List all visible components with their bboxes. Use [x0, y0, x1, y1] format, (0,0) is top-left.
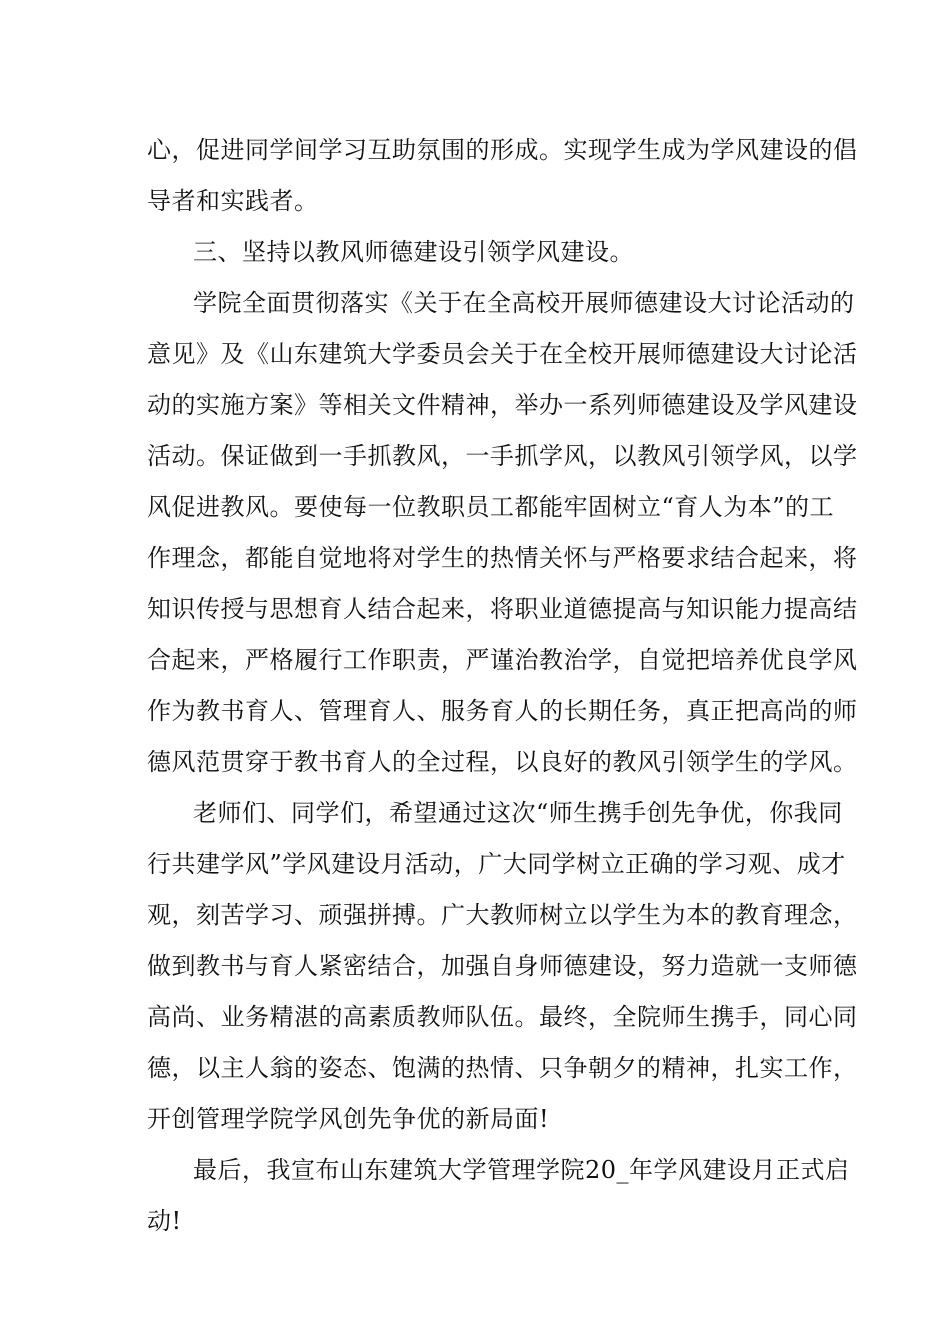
text-line: 活动。保证做到一手抓教风，一手抓学风，以教风引领学风，以学	[147, 442, 858, 470]
text-line: 知识传授与思想育人结合起来，将职业道德提高与知识能力提高结	[147, 595, 858, 623]
text-line: 老师们、同学们，希望通过这次“师生携手创先争优，你我同	[193, 799, 843, 827]
text-line: 学院全面贯彻落实《关于在全高校开展师德建设大讨论活动的	[193, 289, 855, 317]
text-line: 观，刻苦学习、顽强拼搏。广大教师树立以学生为本的教育理念，	[147, 901, 858, 929]
text-line: 意见》及《山东建筑大学委员会关于在全校开展师德建设大讨论活	[147, 340, 858, 368]
text-line: 作理念，都能自觉地将对学生的热情关怀与严格要求结合起来，将	[147, 544, 858, 572]
text-line: 开创管理学院学风创先争优的新局面!	[147, 1105, 550, 1133]
text-line: 动!	[147, 1207, 182, 1235]
text-line: 心，促进同学间学习互助氛围的形成。实现学生成为学风建设的倡	[147, 136, 858, 164]
text-line: 高尚、业务精湛的高素质教师队伍。最终，全院师生携手，同心同	[147, 1003, 858, 1031]
text-line: 风促进教风。要使每一位教职员工都能牢固树立“育人为本”的工	[147, 493, 835, 521]
text-line: 行共建学风”学风建设月活动，广大同学树立正确的学习观、成才	[147, 850, 846, 878]
text-line: 德，以主人翁的姿态、饱满的热情、只争朝夕的精神，扎实工作，	[147, 1054, 858, 1082]
text-line: 做到教书与育人紧密结合，加强自身师德建设，努力造就一支师德	[147, 952, 858, 980]
text-line: 导者和实践者。	[147, 187, 319, 215]
text-line: 动的实施方案》等相关文件精神，举办一系列师德建设及学风建设	[147, 391, 858, 419]
text-line: 作为教书育人、管理育人、服务育人的长期任务，真正把高尚的师	[147, 697, 858, 725]
section-heading: 三、坚持以教风师德建设引领学风建设。	[193, 238, 634, 266]
text-line: 最后，我宣布山东建筑大学管理学院20_年学风建设月正式启	[193, 1156, 850, 1184]
text-line: 德风范贯穿于教书育人的全过程，以良好的教风引领学生的学风。	[147, 748, 858, 776]
text-line: 合起来，严格履行工作职责，严谨治教治学，自觉把培养优良学风	[147, 646, 858, 674]
